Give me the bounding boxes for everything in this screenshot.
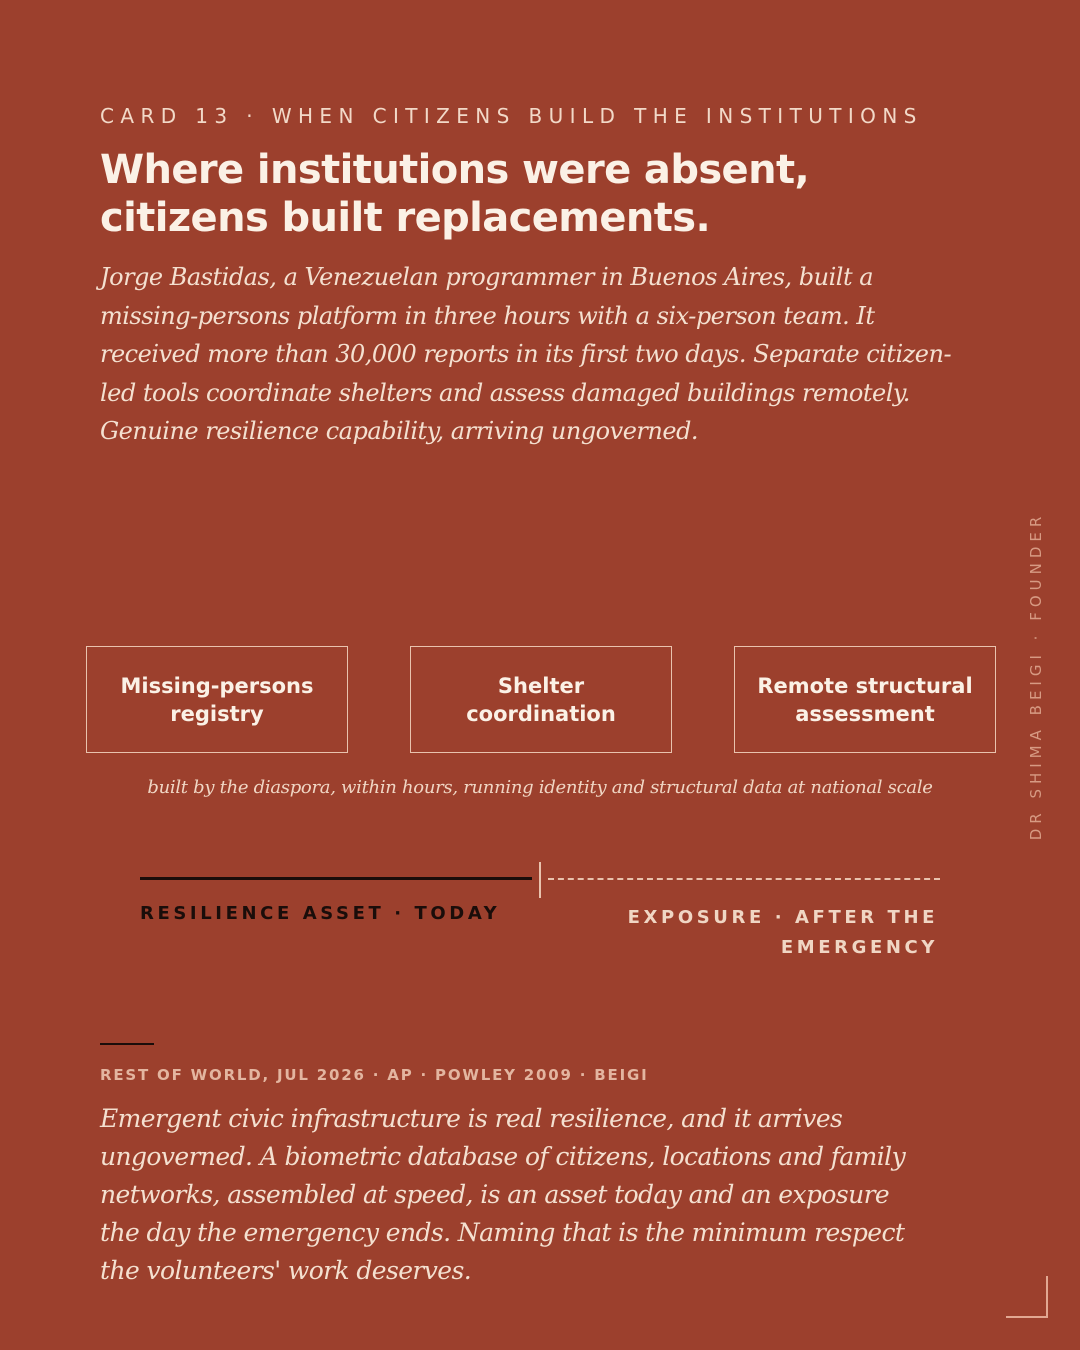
capability-label: registry xyxy=(170,701,264,726)
timeline-divider xyxy=(539,862,541,898)
closing-line: Emergent civic infrastructure is real resilience, and it arrives xyxy=(100,1104,843,1133)
lede-line: received more than 30,000 reports in its first two days. Separate citizen- xyxy=(100,340,952,368)
section-rule xyxy=(100,1043,154,1045)
lede-line: missing-persons platform in three hours with a six-person team. It xyxy=(100,301,875,330)
capability-label: Shelter xyxy=(497,673,585,698)
capability-box-shelter xyxy=(410,646,672,753)
timeline-label-today: RESILIENCE ASSET · TODAY xyxy=(140,903,501,924)
timeline-dashed-segment xyxy=(548,878,940,880)
timeline-solid-segment xyxy=(140,877,532,880)
corner-bracket-icon xyxy=(1006,1276,1048,1318)
capability-label: Missing-persons xyxy=(120,673,314,698)
headline-line: citizens built replacements. xyxy=(100,195,711,241)
timeline-label-after xyxy=(598,903,938,963)
capability-label: Remote structural xyxy=(757,673,973,698)
closing-line: the day the emergency ends. Naming that is the minimum respect xyxy=(100,1218,905,1247)
closing-line: ungoverned. A biometric database of citizens, locations and family xyxy=(100,1142,906,1171)
lede-paragraph xyxy=(100,258,960,451)
timeline-label-line: EXPOSURE · AFTER THE xyxy=(627,907,938,928)
closing-line: the volunteers' work deserves. xyxy=(100,1256,472,1285)
lede-line: led tools coordinate shelters and assess damaged buildings remotely. xyxy=(100,378,910,407)
closing-line: networks, assembled at speed, is an asset today and an exposure xyxy=(100,1180,890,1209)
side-credit: DR SHIMA BEIGI · FOUNDER xyxy=(1027,511,1045,841)
card-kicker: CARD 13 · WHEN CITIZENS BUILD THE INSTITUTIONS xyxy=(100,104,923,128)
capabilities-caption: built by the diaspora, within hours, running identity and structural data at national scale xyxy=(147,777,933,798)
lede-line: Genuine resilience capability, arriving ungoverned. xyxy=(100,417,699,445)
headline-line: Where institutions were absent, xyxy=(100,147,810,193)
capability-box-structural xyxy=(734,646,996,753)
lede-line: Jorge Bastidas, a Venezuelan programmer in Buenos Aires, built a xyxy=(100,263,874,291)
timeline-label-line: EMERGENCY xyxy=(780,937,938,958)
headline xyxy=(100,146,960,242)
sources-line: REST OF WORLD, JUL 2026 · AP · POWLEY 2009 · BEIGI xyxy=(100,1066,649,1084)
capability-label: assessment xyxy=(795,701,935,726)
capability-box-missing-persons xyxy=(86,646,348,753)
capability-label: coordination xyxy=(466,701,616,726)
closing-paragraph xyxy=(100,1100,960,1290)
